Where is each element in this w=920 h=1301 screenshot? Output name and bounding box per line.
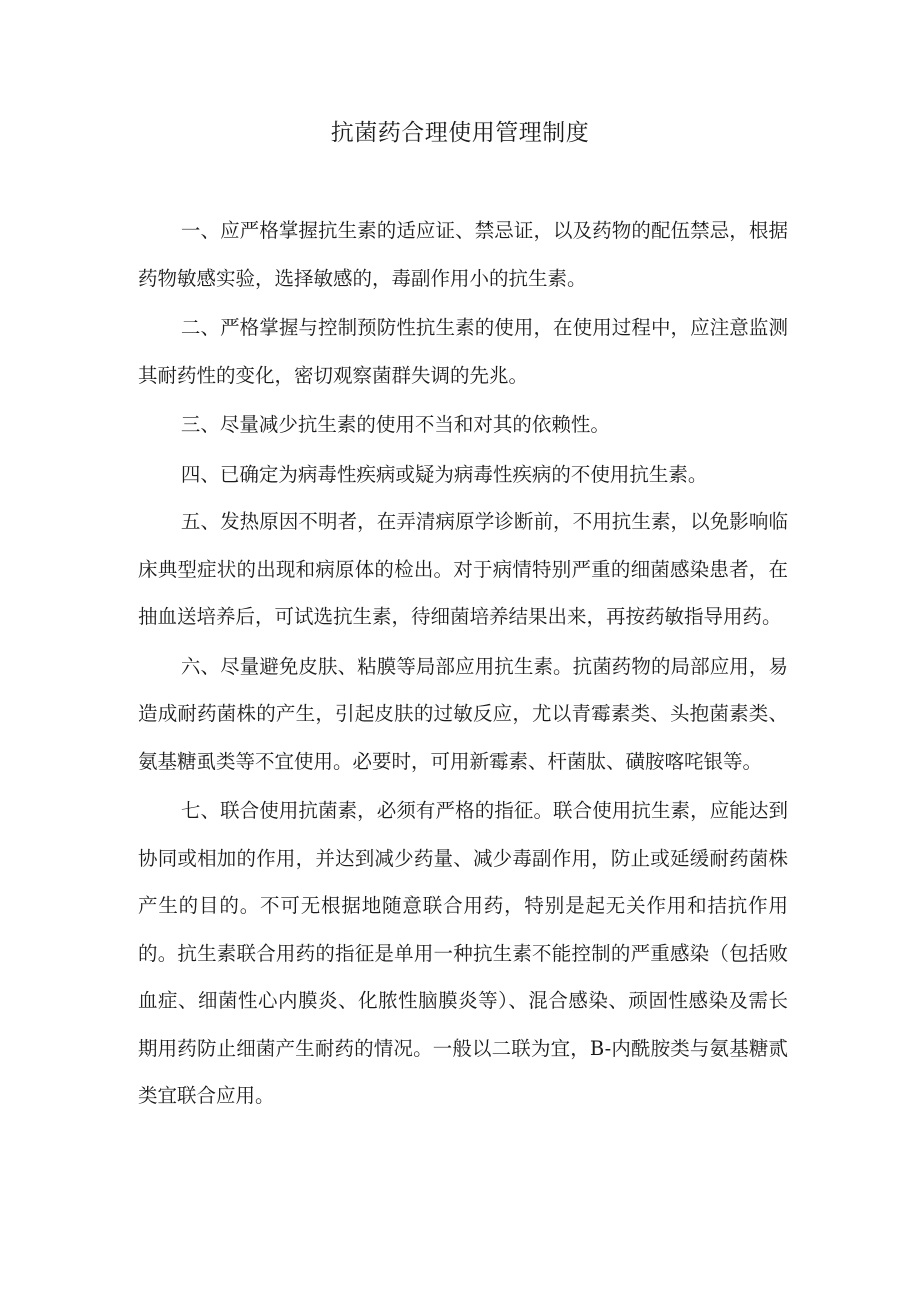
paragraph-1: 一、应严格掌握抗生素的适应证、禁忌证，以及药物的配伍禁忌，根据药物敏感实验，选择敏感的，毒副作用小的抗生素。 [138, 219, 788, 290]
paragraph-2: 二、严格掌握与控制预防性抗生素的使用，在使用过程中，应注意监测其耐药性的变化，密切观察菌群失调的先兆。 [138, 316, 788, 387]
paragraph-3: 三、尽量减少抗生素的使用不当和对其的依赖性。 [180, 413, 610, 436]
document-body [138, 207, 788, 1122]
paragraph-5: 五、发热原因不明者，在弄清病原学诊断前，不用抗生素，以免影响临床典型症状的出现和病原体的检出。对于病情特别严重的细菌感染患者，在抽血送培养后，可试选抗生素，待细菌培养结果出来，再按药敏指导用药。 [138, 510, 788, 628]
paragraph-4: 四、已确定为病毒性疾病或疑为病毒性疾病的不使用抗生素。 [180, 462, 708, 486]
document-title: 抗菌药合理使用管理制度 [330, 120, 590, 146]
paragraph-6: 六、尽量避免皮肤、粘膜等局部应用抗生素。抗菌药物的局部应用，易造成耐药菌株的产生，引起皮肤的过敏反应，尤以青霉素类、头抱菌素类、氨基糖虱类等不宜使用。必要时，可用新霉素、杆菌肽、磺胺喀咤银等。 [138, 654, 788, 773]
paragraph-7: 七、联合使用抗菌素，必须有严格的指征。联合使用抗生素，应能达到协同或相加的作用，并达到减少药量、减少毒副作用，防止或延缓耐药菌株产生的目的。不可无根据地随意联合用药，特别是起无关作用和拮抗作用的。抗生素联合用药的指征是单用一种抗生素不能控制的严重感染（包括败血症、细菌性心内膜炎、化脓性脑膜炎等）、混合感染、顽固性感染及需长期用药防止细菌产生耐药的情况。一般以二联为宜，B-内酰胺类与氨基糖贰类宜联合应用。 [138, 799, 788, 1107]
